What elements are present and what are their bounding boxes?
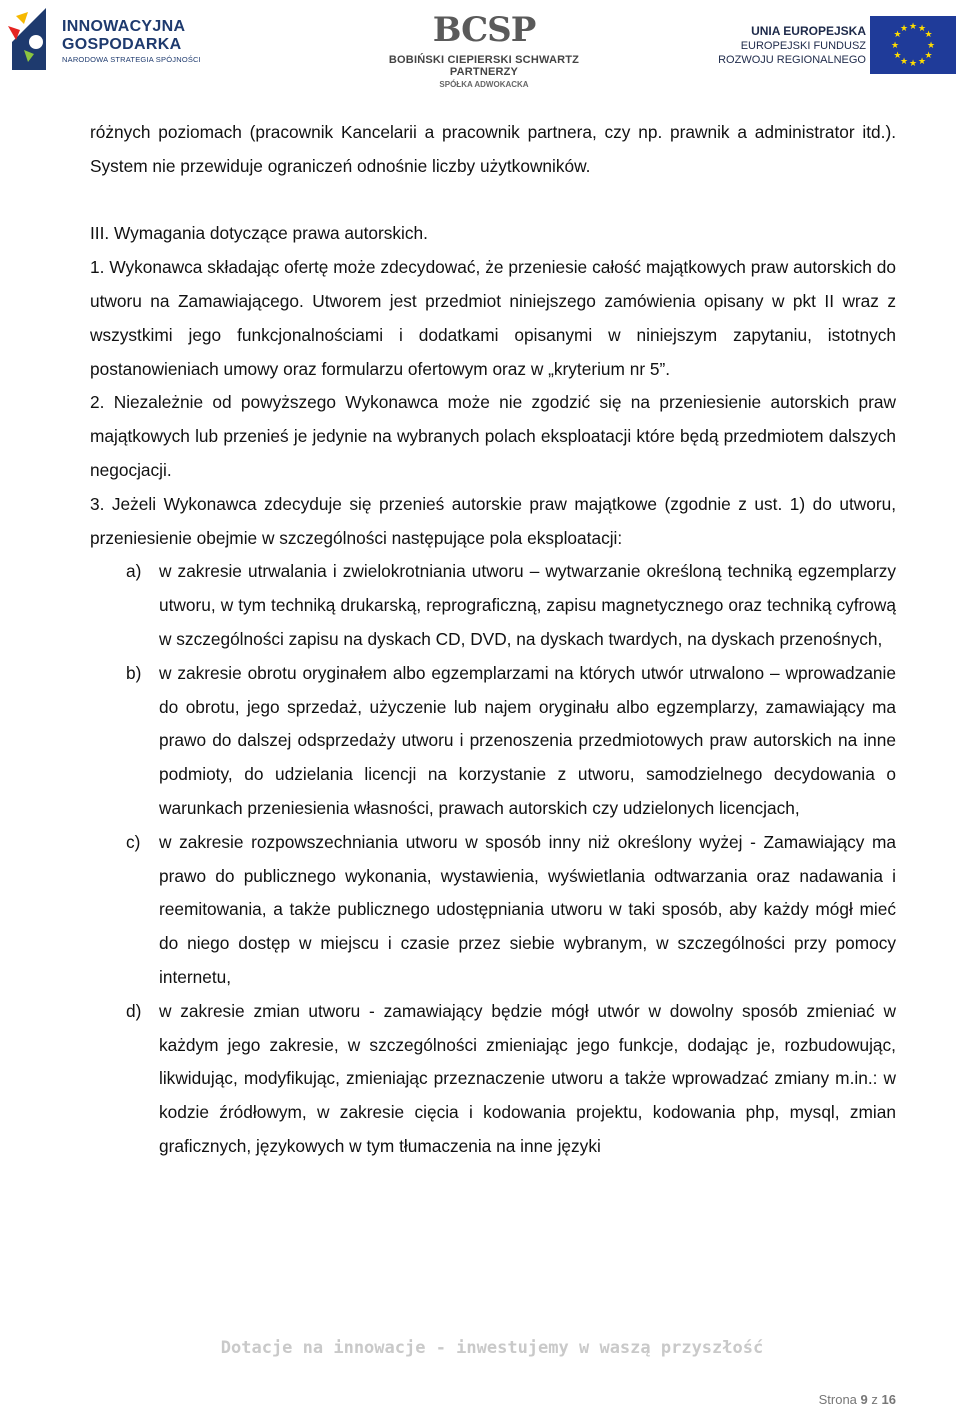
eu-logo-line2: EUROPEJSKI FUNDUSZ — [740, 40, 866, 52]
page-prefix: Strona — [818, 1392, 857, 1407]
svg-text:★: ★ — [893, 51, 902, 61]
bcsp-logo-sub: SPÓŁKA ADWOKACKA — [439, 80, 529, 89]
svg-text:★: ★ — [917, 24, 927, 34]
page-number — [819, 1392, 896, 1407]
list-item-a — [90, 555, 896, 656]
page-header — [0, 0, 960, 89]
list-item-b — [90, 657, 896, 826]
svg-text:★: ★ — [899, 57, 909, 67]
ig-logo-line3: NARODOWA STRATEGIA SPÓJNOŚCI — [62, 55, 201, 64]
bcsp-logo-name: BOBIŃSKI CIEPIERSKI SCHWARTZ PARTNERZY — [388, 54, 580, 78]
svg-text:★: ★ — [890, 41, 900, 51]
ig-logo-line2: GOSPODARKA — [62, 36, 182, 53]
svg-text:★: ★ — [899, 24, 909, 34]
page-current: 9 — [860, 1392, 868, 1407]
svg-text:★: ★ — [924, 51, 933, 61]
list-item-d — [90, 995, 896, 1164]
list-item-text: w zakresie utrwalania i zwielokrotniania utworu – wytwarzanie określoną techniką egzemplarzy utworu, w tym techniką drukarską, reprograficzną, zapisu magnetycznego oraz techniką cyfrową w szczególności zapisu na dyskach CD, DVD, na dyskach twardych, na dyskach przenośnych, — [159, 561, 896, 649]
list-item-text: w zakresie rozpowszechniania utworu w sposób inny niż określony wyżej - Zamawiający ma prawo do publicznego wykonania, wystawienia, wyświetlania odtwarzania oraz nadawania i reemitowania, a także publicznego udostępniania utworu w taki sposób, aby każdy mógł mieć do niego dostęp w miejscu i czasie przez siebie wybranym, w szczególności przy pomocy internetu, — [159, 831, 896, 987]
svg-text:★: ★ — [917, 57, 927, 67]
section-heading: III. Wymagania dotyczące prawa autorskich. — [90, 223, 428, 244]
eu-logo-line3: ROZWOJU REGIONALNEGO — [718, 54, 866, 66]
footer-slogan: Dotacje na innowacje - inwestujemy w waszą przyszłość — [220, 1338, 764, 1358]
list-item-label: b) — [126, 662, 142, 683]
paragraph-2: 2. Niezależnie od powyższego Wykonawca może nie zgodzić się na przeniesienie autorskich praw majątkowych lub przenieś je jedynie na wybranych polach eksploatacji które będą przedmiotem dalszych negocjacji. — [90, 392, 896, 480]
intro-paragraph: różnych poziomach (pracownik Kancelarii a pracownik partnera, czy np. prawnik a administrator itd.). System nie przewiduje ograniczeń odnośnie liczby użytkowników. — [90, 122, 896, 176]
ig-logo-line1: INNOWACYJNA — [62, 18, 186, 35]
svg-text:★: ★ — [893, 30, 902, 40]
eu-logo — [712, 14, 958, 76]
eu-logo-line1: UNIA EUROPEJSKA — [751, 24, 866, 38]
ig-emblem-icon — [6, 4, 52, 70]
paragraph-3: 3. Jeżeli Wykonawca zdecyduje się przenieś autorskie praw majątkowe (zgodnie z ust. 1) do utworu, przeniesienie obejmie w szczególności następujące pola eksploatacji: — [90, 493, 896, 548]
document-body — [90, 116, 896, 1164]
eu-flag-icon — [870, 16, 956, 74]
list-item-text: w zakresie zmian utworu - zamawiający będzie mógł utwór w dowolny sposób zmieniać w każdym jego zakresie, w szczególności zmieniając jego funkcje, dodając je, rozbudowując, likwidując, modyfikując, zmieniając przeznaczenie utworu a także wprowadzać zmiany m.in.: w kodzie źródłowym, w zakresie cięcia i kodowania projektu, kodowania php, mysql, zmian graficznych, językowych w tym tłumaczenia na inne języki — [159, 1000, 896, 1156]
svg-text:★: ★ — [908, 59, 918, 69]
list-item-label: d) — [126, 1000, 142, 1021]
page-total: 16 — [881, 1392, 896, 1407]
list-item-c — [90, 826, 896, 995]
svg-text:★: ★ — [926, 41, 936, 51]
svg-text:★: ★ — [908, 22, 918, 32]
svg-text:★: ★ — [924, 30, 933, 40]
list-item-text: w zakresie obrotu oryginałem albo egzemplarzami na których utwór utrwalono – wprowadzanie do obrotu, jego sprzedaż, użyczenie lub najem oryginału albo egzemplarzy, zamawiający ma prawo do dalszej odsprzedaży utworu i przenoszenia przedmiotowych praw autorskich na inne podmioty, do udzielania licencji na korzystanie z utworu, samodzielnego decydowania o warunkach przeniesienia własności, prawach autorskich czy udzielonych licencjach, — [159, 662, 896, 818]
innowacyjna-gospodarka-logo — [6, 4, 206, 74]
list-item-label: a) — [126, 561, 142, 582]
bcsp-logo — [355, 10, 613, 89]
page-separator: z — [871, 1392, 878, 1407]
bcsp-logo-mark: BCSP — [432, 10, 536, 50]
paragraph-1: 1. Wykonawca składając ofertę może zdecydować, że przeniesie całość majątkowych praw autorskich do utworu na Zamawiającego. Utworem jest przedmiot niniejszego zamówienia opisany w pkt II wraz z wszystkimi jego funkcjonalnościami i dodatkami opisanymi w niniejszym zapytaniu, istotnych postanowieniach umowy oraz formularzu ofertowym oraz w „kryterium nr 5”. — [90, 257, 896, 379]
list-item-label: c) — [126, 831, 141, 852]
